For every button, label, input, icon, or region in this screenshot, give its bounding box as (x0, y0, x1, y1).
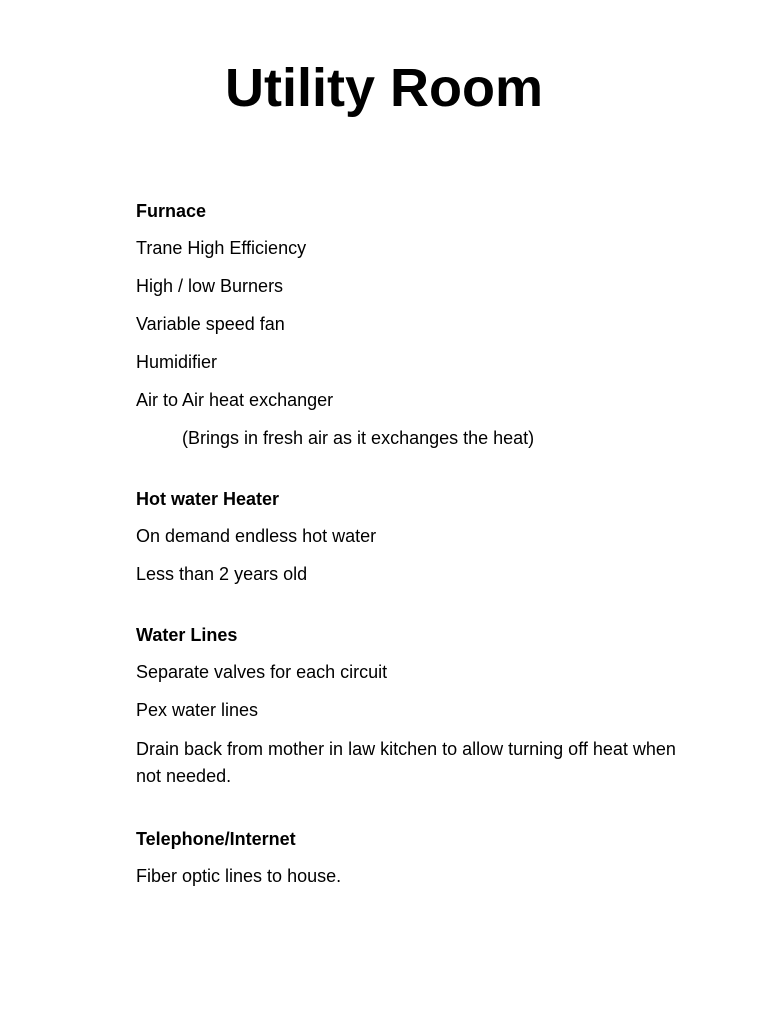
section-heading: Furnace (136, 201, 207, 221)
list-item-note: (Brings in fresh air as it exchanges the heat) (182, 428, 535, 448)
list-item: Drain back from mother in law kitchen to allow turning off heat when not needed. (136, 739, 676, 786)
section-hot-water-heater (136, 487, 696, 586)
section-telephone-internet (136, 827, 696, 888)
section-water-lines (136, 623, 696, 790)
list-item: On demand endless hot water (136, 526, 377, 546)
list-item: Less than 2 years old (136, 564, 308, 584)
list-item: Air to Air heat exchanger (136, 390, 334, 410)
list-item: Fiber optic lines to house. (136, 866, 342, 886)
list-item: Humidifier (136, 352, 218, 372)
section-furnace (136, 199, 696, 450)
list-item: High / low Burners (136, 276, 284, 296)
document-body (136, 199, 696, 888)
list-item: Pex water lines (136, 700, 259, 720)
section-heading: Hot water Heater (136, 489, 280, 509)
section-heading: Telephone/Internet (136, 829, 296, 849)
page-title: Utility Room (225, 58, 543, 118)
section-heading: Water Lines (136, 625, 238, 645)
list-item: Variable speed fan (136, 314, 285, 334)
list-item: Separate valves for each circuit (136, 662, 388, 682)
list-item: Trane High Efficiency (136, 238, 307, 258)
